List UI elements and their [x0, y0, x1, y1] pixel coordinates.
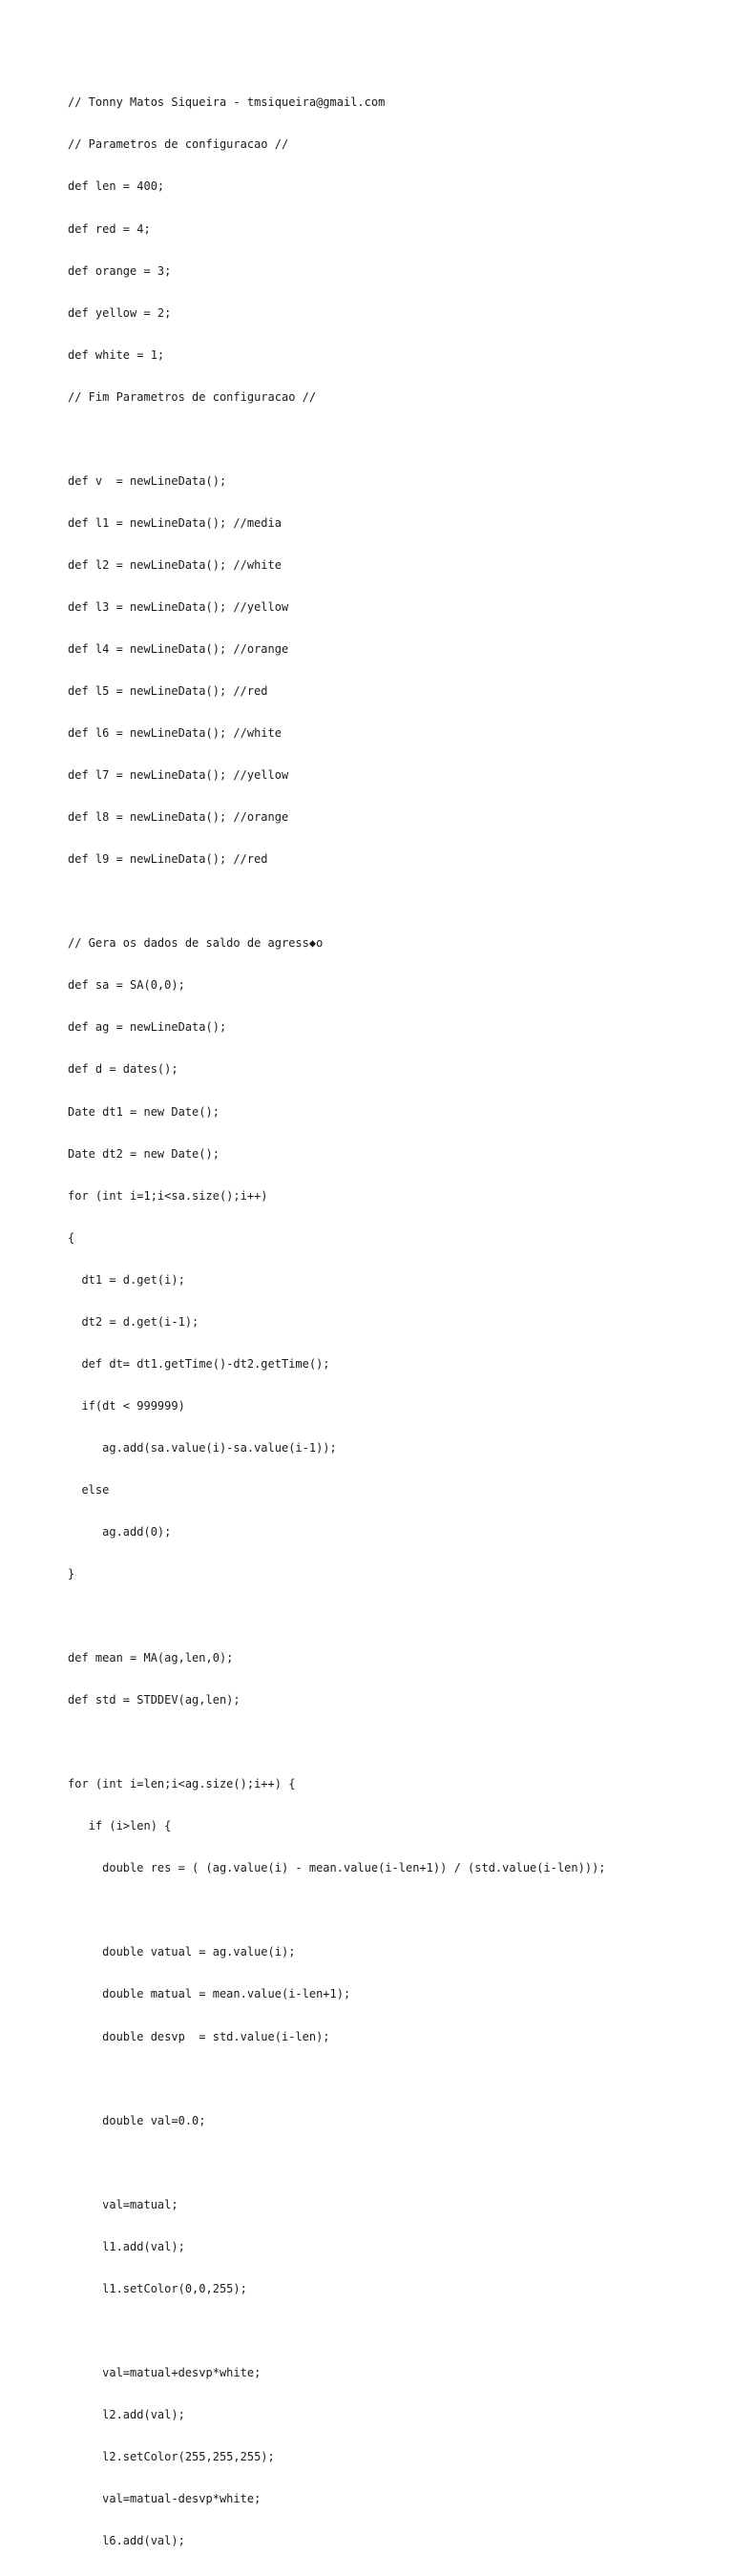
code-line: def orange = 3;: [68, 263, 172, 278]
code-line: ag.add(sa.value(i)-sa.value(i-1));: [68, 1440, 337, 1455]
code-line: def l3 = newLineData(); //yellow: [68, 599, 289, 614]
code-line: def d = dates();: [68, 1062, 178, 1077]
code-line: val=matual-desvp*white;: [68, 2492, 262, 2506]
code-line: for (int i=1;i<sa.size();i++): [68, 1188, 268, 1203]
code-line: def l7 = newLineData(); //yellow: [68, 768, 289, 783]
code-line: else: [68, 1482, 110, 1497]
code-line: ag.add(0);: [68, 1524, 172, 1539]
code-line: [68, 2156, 606, 2170]
code-line: l1.setColor(0,0,255);: [68, 2281, 247, 2295]
code-line: def white = 1;: [68, 347, 165, 362]
code-line: double val=0.0;: [68, 2113, 206, 2127]
code-line: double desvp = std.value(i-len);: [68, 2029, 330, 2043]
code-line: [68, 1735, 606, 1749]
code-line: double res = ( (ag.value(i) - mean.value(i-len+1)) / (std.value(i-len)));: [68, 1861, 606, 1875]
code-line: [68, 894, 606, 909]
code-line: def sa = SA(0,0);: [68, 978, 185, 993]
code-line: def l5 = newLineData(); //red: [68, 684, 268, 699]
code-line: def std = STDDEV(ag,len);: [68, 1693, 241, 1707]
code-line: if (i>len) {: [68, 1819, 172, 1833]
code-line: dt1 = d.get(i);: [68, 1272, 185, 1287]
code-line: def l4 = newLineData(); //orange: [68, 641, 289, 656]
code-line: [68, 1609, 606, 1623]
code-line: l6.add(val);: [68, 2534, 185, 2548]
code-line: l2.setColor(255,255,255);: [68, 2450, 275, 2463]
code-line: val=matual+desvp*white;: [68, 2365, 262, 2379]
code-line: def l9 = newLineData(); //red: [68, 852, 268, 867]
code-line: // Fim Parametros de configuracao //: [68, 389, 317, 404]
code-line: def mean = MA(ag,len,0);: [68, 1651, 234, 1665]
code-line: def l2 = newLineData(); //white: [68, 557, 282, 572]
code-line: def len = 400;: [68, 179, 165, 194]
code-line: {: [68, 1230, 75, 1245]
code-line: l2.add(val);: [68, 2407, 185, 2421]
code-line: def yellow = 2;: [68, 305, 172, 320]
code-line: def dt= dt1.getTime()-dt2.getTime();: [68, 1356, 330, 1371]
code-line: Date dt1 = new Date();: [68, 1104, 220, 1119]
code-listing: [68, 68, 606, 2576]
code-line: val=matual;: [68, 2197, 178, 2211]
code-line: [68, 2072, 606, 2086]
code-line: [68, 1903, 606, 1917]
code-line: // Parametros de configuracao //: [68, 137, 289, 152]
code-line: def l1 = newLineData(); //media: [68, 515, 282, 530]
code-line: for (int i=len;i<ag.size();i++) {: [68, 1777, 296, 1791]
code-line: dt2 = d.get(i-1);: [68, 1314, 199, 1329]
code-line: Date dt2 = new Date();: [68, 1146, 220, 1161]
code-line: def l8 = newLineData(); //orange: [68, 810, 289, 825]
code-line: def l6 = newLineData(); //white: [68, 726, 282, 741]
code-line: // Gera os dados de saldo de agress◆o: [68, 936, 324, 951]
code-line: double matual = mean.value(i-len+1);: [68, 1987, 351, 2001]
code-line: if(dt < 999999): [68, 1398, 185, 1413]
code-line: [68, 2324, 606, 2338]
code-line: l1.add(val);: [68, 2239, 185, 2253]
code-line: double vatual = ag.value(i);: [68, 1945, 296, 1959]
code-line: }: [68, 1567, 75, 1581]
code-line: [68, 432, 606, 447]
code-line: def red = 4;: [68, 221, 151, 236]
code-line: // Tonny Matos Siqueira - tmsiqueira@gmail.com: [68, 95, 386, 110]
code-line: def v = newLineData();: [68, 473, 227, 488]
code-line: def ag = newLineData();: [68, 1020, 227, 1035]
